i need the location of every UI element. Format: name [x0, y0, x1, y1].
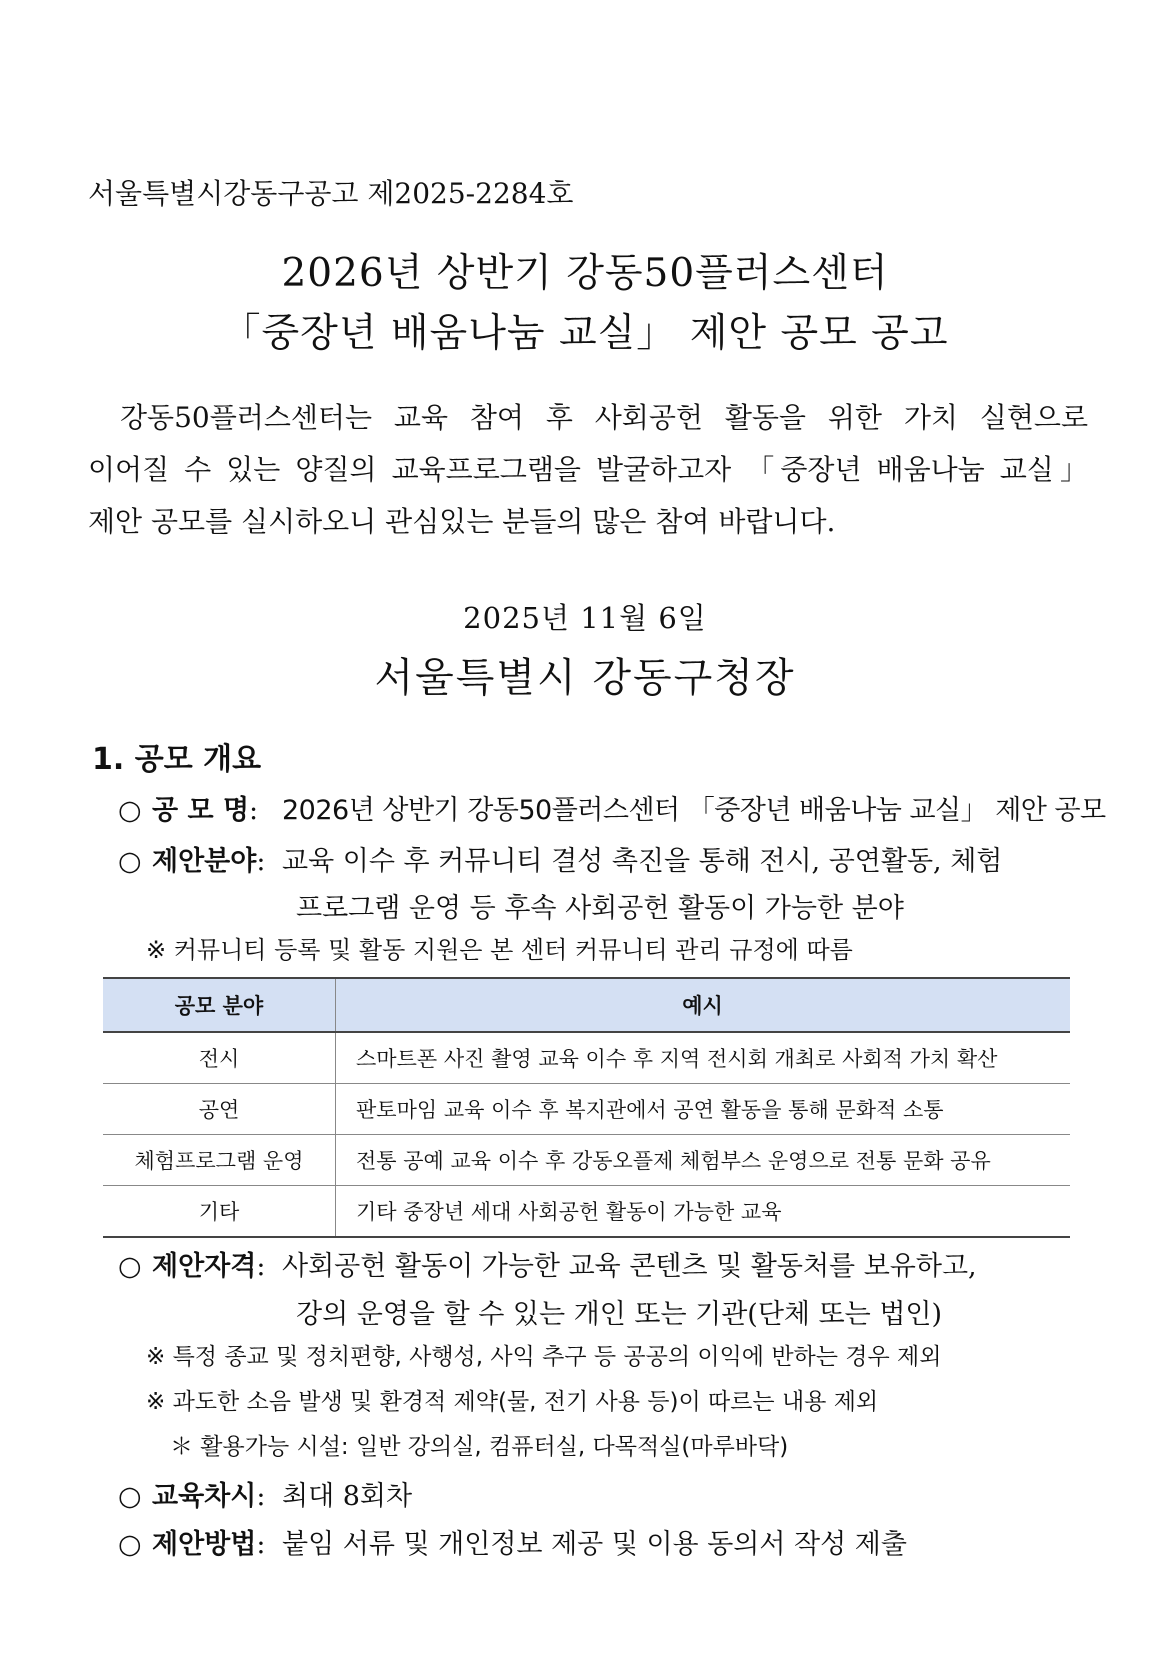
- item-separator: :: [256, 1529, 266, 1560]
- table-cell-example: 스마트폰 사진 촬영 교육 이수 후 지역 전시회 개최로 사회적 가치 확산: [336, 1032, 1071, 1084]
- table-cell-field: 공연: [103, 1084, 336, 1135]
- table-row: [103, 1135, 1070, 1186]
- intro-line: 강동50플러스센터는 교육 참여 후 사회공헌 활동을 위한 가치 실현으로: [120, 401, 1088, 434]
- table-row: [103, 1032, 1070, 1084]
- intro-line: 이어질 수 있는 양질의 교육프로그램을 발굴하고자 「중장년 배움나눔 교실」: [88, 453, 1088, 486]
- bullet-icon: ○: [118, 795, 142, 826]
- item-value: 2026년 상반기 강동50플러스센터 「중장년 배움나눔 교실」 제안 공모: [282, 795, 1106, 826]
- item-proposal-field: [118, 839, 1002, 878]
- section-heading: 1. 공모 개요: [92, 742, 262, 777]
- table-cell-field: 전시: [103, 1032, 336, 1084]
- table-header-row: [103, 978, 1070, 1032]
- table-cell-field: 체험프로그램 운영: [103, 1135, 336, 1186]
- item-contest-name: [118, 788, 1106, 827]
- notice-number: 서울특별시강동구공고 제2025-2284호: [88, 177, 574, 210]
- qualification-note: ※ 특정 종교 및 정치편향, 사행성, 사익 추구 등 공공의 이익에 반하는 경우 제외: [146, 1344, 942, 1370]
- table-cell-example: 기타 중장년 세대 사회공헌 활동이 가능한 교육: [336, 1186, 1071, 1238]
- item-key: 제안방법: [152, 1529, 257, 1560]
- item-value: 사회공헌 활동이 가능한 교육 콘텐츠 및 활동처를 보유하고,: [282, 1251, 977, 1282]
- item-key: 제안자격: [152, 1251, 257, 1282]
- notice-date: 2025년 11월 6일: [463, 601, 707, 635]
- item-value-continued: 강의 운영을 할 수 있는 개인 또는 기관(단체 또는 법인): [296, 1299, 943, 1330]
- item-separator: :: [249, 795, 259, 826]
- intro-paragraph: [88, 392, 1088, 548]
- document-title-line2: 「중장년 배움나눔 교실」 제안 공모 공고: [221, 311, 949, 356]
- item-key: 교육차시: [152, 1481, 257, 1512]
- item-key: 제안분야: [152, 846, 257, 877]
- item-qualification: [118, 1244, 977, 1283]
- bullet-icon: ○: [118, 846, 142, 877]
- bullet-icon: ○: [118, 1529, 142, 1560]
- facility-subnote: ＊ 활용가능 시설: 일반 강의실, 컴퓨터실, 다목적실(마루바닥): [170, 1434, 789, 1460]
- item-separator: :: [256, 846, 266, 877]
- table-row: [103, 1084, 1070, 1135]
- intro-line: 제안 공모를 실시하오니 관심있는 분들의 많은 참여 바랍니다.: [88, 505, 836, 538]
- item-sessions: [118, 1474, 412, 1513]
- bullet-icon: ○: [118, 1251, 142, 1282]
- table-cell-example: 판토마임 교육 이수 후 복지관에서 공연 활동을 통해 문화적 소통: [336, 1084, 1071, 1135]
- item-separator: :: [256, 1251, 266, 1282]
- table-row: [103, 1186, 1070, 1238]
- field-note: ※ 커뮤니티 등록 및 활동 지원은 본 센터 커뮤니티 관리 규정에 따름: [146, 936, 853, 964]
- document-title-line1: 2026년 상반기 강동50플러스센터: [281, 251, 889, 296]
- issuer-name: 서울특별시 강동구청장: [374, 655, 796, 701]
- item-method: [118, 1522, 907, 1561]
- item-separator: :: [256, 1481, 266, 1512]
- table-header-cell: 공모 분야: [103, 978, 336, 1032]
- table-header-cell: 예시: [336, 978, 1071, 1032]
- item-value: 최대 8회차: [282, 1481, 413, 1512]
- item-value: 붙임 서류 및 개인정보 제공 및 이용 동의서 작성 제출: [282, 1529, 907, 1560]
- item-key: 공 모 명: [152, 795, 250, 826]
- item-value-continued: 프로그램 운영 등 후속 사회공헌 활동이 가능한 분야: [296, 893, 904, 924]
- field-table: [103, 977, 1070, 1238]
- qualification-note: ※ 과도한 소음 발생 및 환경적 제약(물, 전기 사용 등)이 따르는 내용 제외: [146, 1389, 879, 1415]
- table-cell-field: 기타: [103, 1186, 336, 1238]
- item-value: 교육 이수 후 커뮤니티 결성 촉진을 통해 전시, 공연활동, 체험: [282, 846, 1003, 877]
- table-cell-example: 전통 공예 교육 이수 후 강동오플제 체험부스 운영으로 전통 문화 공유: [336, 1135, 1071, 1186]
- bullet-icon: ○: [118, 1481, 142, 1512]
